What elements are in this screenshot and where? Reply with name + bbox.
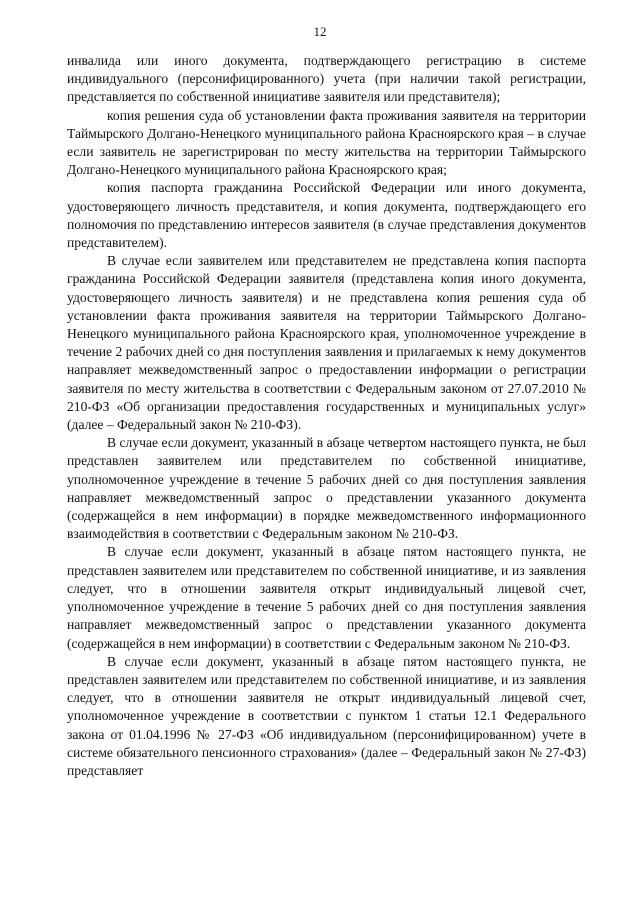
paragraph-representative-passport: копия паспорта гражданина Российской Федерации или иного документа, удостоверяющего личность представителя, и копия документа, подтверждающего его полномочия по представлению интересов заявителя (в случае представления документов представителем). <box>67 180 586 251</box>
paragraph-registration-request: В случае если заявителем или представителем не представлена копия паспорта гражданина Российской Федерации заявителя (представлена копия иного документа, удостоверяющего личность заявителя) и не представлена копия решения суда об установлении факта проживания заявителя на территории Таймырского Долгано-Ненецкого муниципального района Красноярского края, уполномоченное учреждение в течение 2 рабочих дней со дня поступления заявления и прилагаемых к нему документов направляет межведомственный запрос о предоставлении информации о регистрации заявителя по месту жительства в соответствии с Федеральным законом от 27.07.2010 № 210-ФЗ «Об организации предоставления государственных и муниципальных услуг» (далее – Федеральный закон № 210-ФЗ). <box>67 253 586 433</box>
page-number: 12 <box>313 24 327 39</box>
paragraph-fifth-document-no-account: В случае если документ, указанный в абзаце пятом настоящего пункта, не представлен заявителем или представителем по собственной инициативе, и из заявления следует, что в отношении заявителя не открыт индивидуальный лицевой счет, уполномоченное учреждение в соответствии с пунктом 1 статьи 12.1 Федерального закона от 01.04.1996 № 27-ФЗ «Об индивидуальном (персонифицированном) учете в системе обязательного пенсионного страхования» (далее – Федеральный закон № 27-ФЗ) представляет <box>67 653 586 778</box>
paragraph-court-decision: копия решения суда об установлении факта проживания заявителя на территории Таймырского Долгано-Ненецкого муниципального района Красноярского края – в случае если заявитель не зарегистрирован по месту жительства на территории Таймырского Долгано-Ненецкого муниципального района Красноярского края; <box>67 107 586 178</box>
paragraph-fifth-document-open-account: В случае если документ, указанный в абзаце пятом настоящего пункта, не представлен заявителем или представителем по собственной инициативе, и из заявления следует, что в отношении заявителя открыт индивидуальный лицевой счет, уполномоченное учреждение в течение 5 рабочих дней со дня поступления заявления направляет межведомственный запрос о представлении указанного документа (содержащейся в нем информации) в соответствии с Федеральным законом № 210-ФЗ. <box>67 544 586 651</box>
paragraph-disability-document: инвалида или иного документа, подтверждающего регистрацию в системе индивидуального (персонифицированного) учета (при наличии такой регистрации, представляется по собственной инициативе заявителя или представителя); <box>67 53 586 105</box>
paragraph-fourth-document-request: В случае если документ, указанный в абзаце четвертом настоящего пункта, не был представлен заявителем или представителем по собственной инициативе, уполномоченное учреждение в течение 5 рабочих дней со дня поступления заявления направляет межведомственный запрос о представлении указанного документа (содержащейся в нем информации) в порядке межведомственного информационного взаимодействия в соответствии с Федеральным законом № 210-ФЗ. <box>67 435 586 542</box>
document-body <box>67 52 586 780</box>
